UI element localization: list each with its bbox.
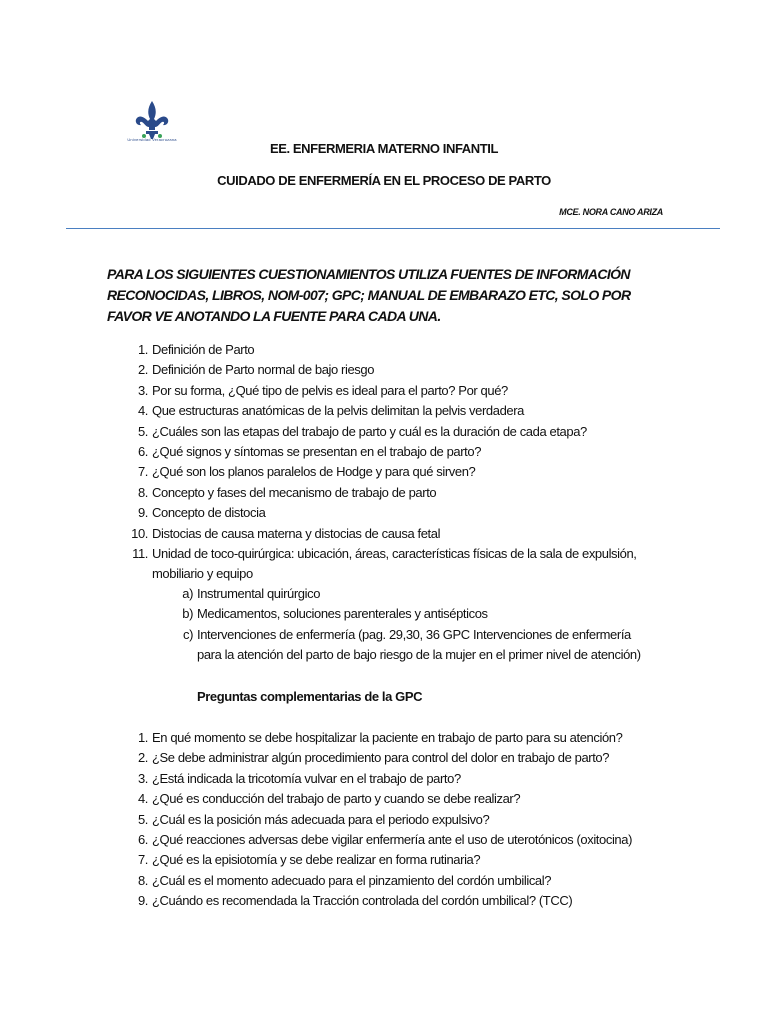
question-item-number: 11. bbox=[132, 546, 148, 561]
complementary-question-item-number: 1. bbox=[137, 730, 148, 745]
complementary-question-item-text: ¿Cuándo es recomendada la Tracción controlada del cordón umbilical? (TCC) bbox=[152, 893, 573, 908]
complementary-question-item-text: ¿Cuál es el momento adecuado para el pinzamiento del cordón umbilical? bbox=[152, 873, 552, 888]
section-title: Preguntas complementarias de la GPC bbox=[197, 689, 423, 704]
complementary-question-item-text: ¿Está indicada la tricotomía vulvar en el trabajo de parto? bbox=[152, 771, 461, 786]
complementary-question-item-text: ¿Cuál es la posición más adecuada para el periodo expulsivo? bbox=[152, 812, 490, 827]
complementary-question-item-text: En qué momento se debe hospitalizar la paciente en trabajo de parto para su atención? bbox=[152, 730, 623, 745]
subitem-text: Intervenciones de enfermería (pag. 29,30, 36 GPC Intervenciones de enfermería bbox=[197, 627, 631, 642]
question-item-number: 8. bbox=[137, 485, 148, 500]
question-item-text: Concepto y fases del mecanismo de trabajo de parto bbox=[152, 485, 437, 500]
logo-caption: Universidad Veracruzana bbox=[127, 137, 177, 142]
header-divider bbox=[66, 228, 720, 229]
subitem-number: c) bbox=[182, 627, 193, 642]
question-item-number: 7. bbox=[137, 464, 148, 479]
complementary-question-item-number: 6. bbox=[137, 832, 148, 847]
fleur-de-lis-icon bbox=[104, 97, 200, 141]
complementary-question-item-number: 2. bbox=[137, 750, 148, 765]
complementary-question-item-number: 7. bbox=[137, 852, 148, 867]
complementary-question-item-number: 8. bbox=[137, 873, 148, 888]
complementary-question-item-text: ¿Qué es la episiotomía y se debe realizar en forma rutinaria? bbox=[152, 852, 481, 867]
complementary-question-item-text: ¿Se debe administrar algún procedimiento para control del dolor en trabajo de parto? bbox=[152, 750, 610, 765]
question-item-number: 3. bbox=[137, 383, 148, 398]
complementary-question-item-number: 9. bbox=[137, 893, 148, 908]
complementary-question-item-text: ¿Qué reacciones adversas debe vigilar enfermería ante el uso de uterotónicos (oxitocina) bbox=[152, 832, 633, 847]
subitem-text: Instrumental quirúrgico bbox=[197, 586, 321, 601]
question-item-number: 9. bbox=[137, 505, 148, 520]
question-item-text: Concepto de distocia bbox=[152, 505, 266, 520]
question-item-continuation: mobiliario y equipo bbox=[152, 566, 253, 581]
course-title: EE. ENFERMERIA MATERNO INFANTIL bbox=[269, 141, 499, 156]
question-item-text: Unidad de toco-quirúrgica: ubicación, áreas, características físicas de la sala de expulsión, bbox=[152, 546, 637, 561]
question-item-number: 6. bbox=[137, 444, 148, 459]
question-item-number: 5. bbox=[137, 424, 148, 439]
question-item-number: 4. bbox=[137, 403, 148, 418]
document-title: CUIDADO DE ENFERMERÍA EN EL PROCESO DE PARTO bbox=[217, 173, 551, 188]
subitem-continuation: para la atención del parto de bajo riesgo de la mujer en el primer nivel de atención) bbox=[197, 647, 641, 662]
question-item-text: Por su forma, ¿Qué tipo de pelvis es ideal para el parto? Por qué? bbox=[152, 383, 508, 398]
question-item-text: Definición de Parto normal de bajo riesgo bbox=[152, 362, 375, 377]
complementary-question-item-number: 4. bbox=[137, 791, 148, 806]
question-item-number: 10. bbox=[131, 526, 148, 541]
question-item-text: Definición de Parto bbox=[152, 342, 255, 357]
complementary-question-item-number: 3. bbox=[137, 771, 148, 786]
question-item-number: 2. bbox=[137, 362, 148, 377]
question-item-text: ¿Qué signos y síntomas se presentan en el trabajo de parto? bbox=[152, 444, 482, 459]
complementary-question-item-number: 5. bbox=[137, 812, 148, 827]
question-item-text: ¿Cuáles son las etapas del trabajo de parto y cuál es la duración de cada etapa? bbox=[152, 424, 587, 439]
instructions-paragraph: PARA LOS SIGUIENTES CUESTIONAMIENTOS UTILIZA FUENTES DE INFORMACIÓN RECONOCIDAS, LIBROS, NOM-007; GPC; MANUAL DE EMBARAZO ETC, SOLO POR FAVOR VE ANOTANDO LA FUENTE PARA CADA UNA. bbox=[107, 266, 631, 324]
subitem-text: Medicamentos, soluciones parenterales y antisépticos bbox=[197, 606, 488, 621]
question-item-number: 1. bbox=[137, 342, 148, 357]
complementary-question-item-text: ¿Qué es conducción del trabajo de parto y cuando se debe realizar? bbox=[152, 791, 521, 806]
question-item-text: ¿Qué son los planos paralelos de Hodge y para qué sirven? bbox=[152, 464, 476, 479]
subitem-number: b) bbox=[182, 606, 193, 621]
question-item-text: Distocias de causa materna y distocias de causa fetal bbox=[152, 526, 441, 541]
author-name: MCE. NORA CANO ARIZA bbox=[559, 207, 663, 217]
subitem-number: a) bbox=[182, 586, 193, 601]
question-item-text: Que estructuras anatómicas de la pelvis delimitan la pelvis verdadera bbox=[152, 403, 524, 418]
